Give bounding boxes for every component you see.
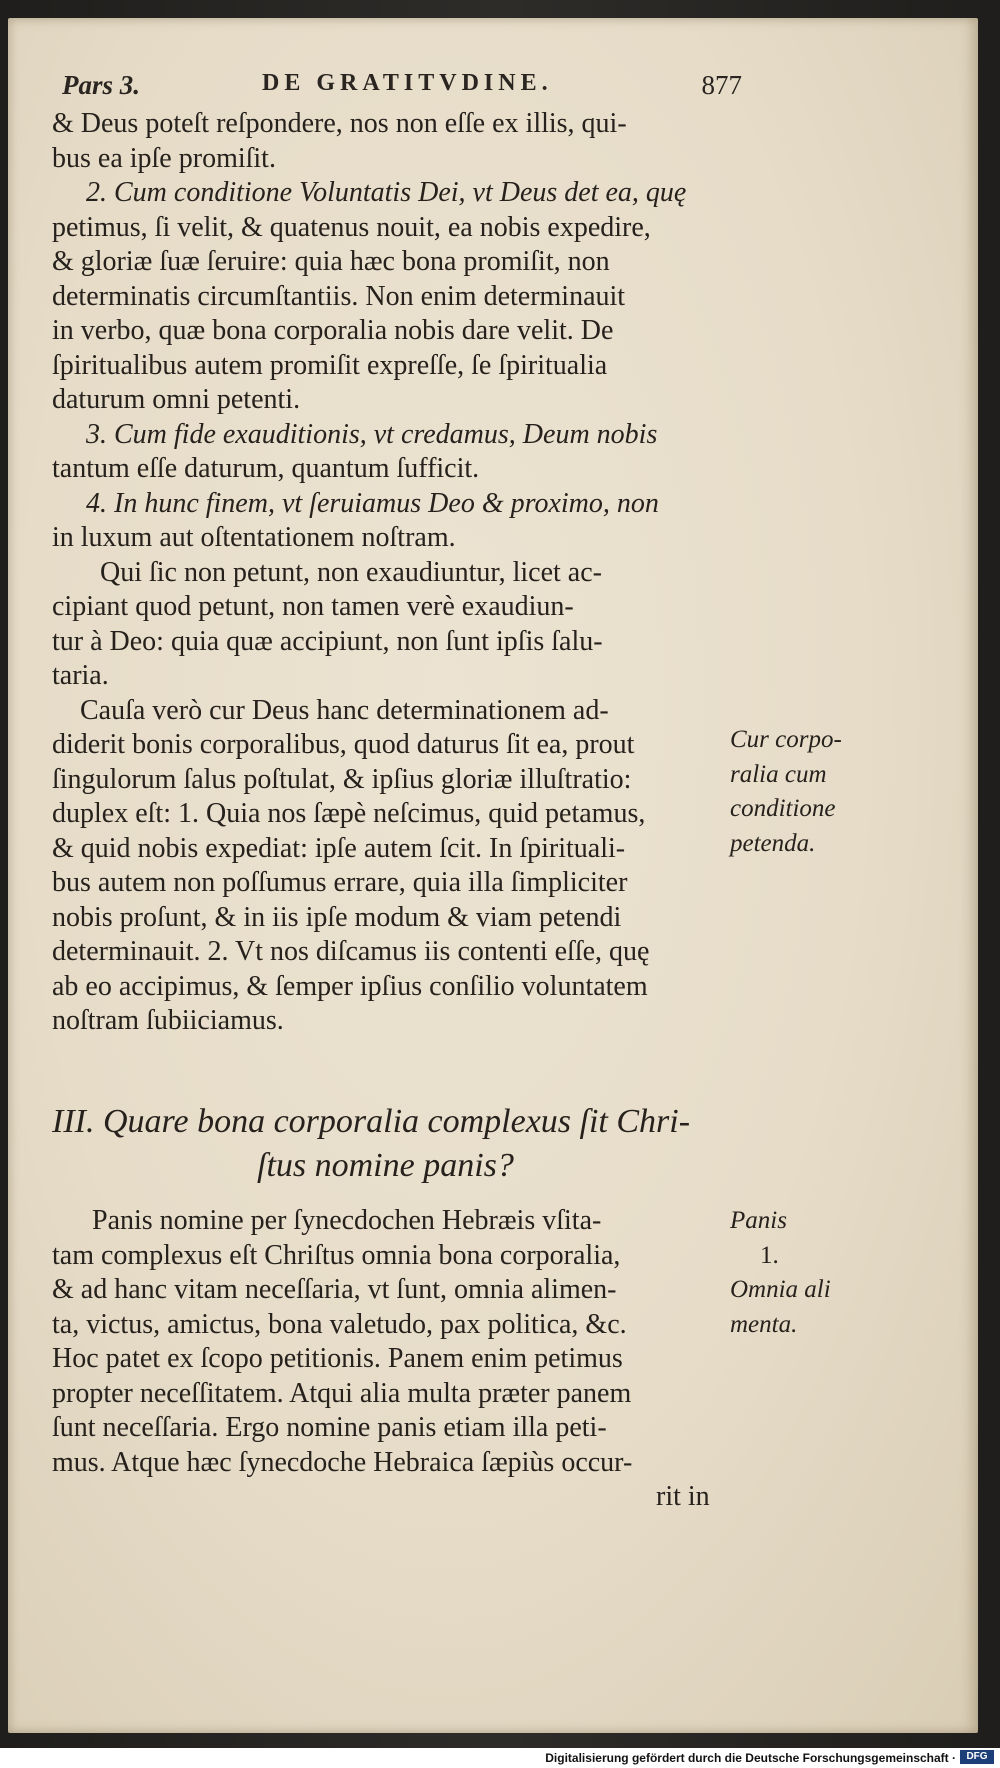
text-line: ſpiritualibus autem promiſit expreſſe, ſe ſpiritualia	[52, 349, 608, 381]
text-line: duplex eſt: 1. Quia nos ſæpè neſcimus, quid petamus,	[52, 798, 646, 829]
section-heading	[52, 1100, 732, 1188]
text-line: ta, victus, amictus, bona valetudo, pax politica, &c.	[52, 1308, 627, 1340]
text-line: determinauit. 2. Vt nos diſcamus iis contenti eſſe, quę	[52, 936, 650, 967]
text-line: ſunt neceſſaria. Ergo nomine panis etiam illa peti-	[52, 1412, 607, 1443]
margin-line: menta.	[730, 1310, 798, 1338]
text-line: ſingulorum ſalus poſtulat, & ipſius gloriæ illuſtratio:	[52, 763, 632, 795]
text-line: mus. Atque hæc ſynecdoche Hebraica ſæpiùs occur-	[52, 1446, 633, 1478]
text-line: determinatis circumſtantiis. Non enim determinauit	[52, 280, 626, 312]
margin-note-panis	[730, 1204, 970, 1342]
heading-line: III. Quare bona corporalia complexus ſit Chri-	[52, 1103, 691, 1140]
text-line: & Deus poteſt reſpondere, nos non eſſe ex illis, qui-	[52, 108, 627, 139]
text-line: bus ea ipſe promiſit.	[52, 142, 276, 174]
text-line: diderit bonis corporalibus, quod daturus ſit ea, prout	[52, 729, 635, 760]
margin-line: conditione	[730, 795, 836, 822]
text-line: & gloriæ ſuæ ſeruire: quia hæc bona promiſit, non	[52, 246, 610, 277]
text-line: in verbo, quæ bona corporalia nobis dare velit. De	[52, 315, 614, 346]
text-line: Hoc patet ex ſcopo petitionis. Panem enim petimus	[52, 1343, 623, 1374]
text-line: ab eo accipimus, & ſemper ipſius conſilio voluntatem	[52, 970, 648, 1002]
text-line: & ad hanc vitam neceſſaria, vt ſunt, omnia alimen-	[52, 1274, 617, 1305]
text-line: petimus, ſi velit, & quatenus nouit, ea nobis expedire,	[52, 211, 651, 243]
body-text-bottom	[52, 1204, 727, 1515]
text-line: 4. In hunc finem, vt ſeruiamus Deo & proximo, non	[86, 487, 659, 519]
text-line: tur à Deo: quia quæ accipiunt, non ſunt ipſis ſalu-	[52, 625, 603, 657]
page-number: 877	[701, 70, 742, 100]
catchword: rit in	[656, 1481, 710, 1512]
text-line: Cauſa verò cur Deus hanc determinationem ad-	[80, 694, 609, 726]
margin-line: Omnia ali	[730, 1276, 831, 1303]
text-line: 2. Cum conditione Voluntatis Dei, vt Deus det ea, quę	[86, 177, 687, 208]
margin-line: 1.	[760, 1241, 779, 1269]
dfg-logo: DFG	[960, 1750, 994, 1764]
text-line: tam complexus eſt Chriſtus omnia bona corporalia,	[52, 1239, 621, 1271]
text-line: noſtram ſubiiciamus.	[52, 1005, 284, 1036]
margin-line: petenda.	[730, 829, 816, 857]
text-line: & quid nobis expediat: ipſe autem ſcit. In ſpirituali-	[52, 832, 626, 864]
text-line: Qui ſic non petunt, non exaudiuntur, licet ac-	[100, 556, 602, 588]
header-title: DE GRATITVDINE.	[262, 70, 553, 96]
margin-line: Panis	[730, 1207, 787, 1234]
text-line: taria.	[52, 660, 109, 691]
margin-note-corporalia	[730, 723, 970, 861]
margin-line: Cur corpo-	[730, 726, 842, 753]
body-text-top	[52, 107, 727, 1039]
header-part: Pars 3.	[62, 70, 141, 100]
text-line: bus autem non poſſumus errare, quia illa ſimpliciter	[52, 867, 628, 898]
text-line: 3. Cum fide exauditionis, vt credamus, Deum nobis	[86, 418, 658, 450]
running-header	[62, 70, 742, 110]
text-line: nobis proſunt, & in iis ipſe modum & viam petendi	[52, 901, 622, 933]
text-line: in luxum aut oſtentationem noſtram.	[52, 522, 456, 553]
text-line: tantum eſſe daturum, quantum ſufficit.	[52, 453, 480, 484]
text-line: propter neceſſitatem. Atqui alia multa præter panem	[52, 1377, 632, 1409]
text-line: daturum omni petenti.	[52, 384, 301, 415]
text-line: Panis nomine per ſynecdochen Hebræis vſita-	[92, 1205, 602, 1236]
heading-line: ſtus nomine panis?	[257, 1147, 514, 1184]
text-line: cipiant quod petunt, non tamen verè exaudiun-	[52, 591, 574, 622]
margin-line: ralia cum	[730, 760, 827, 788]
funding-credit: Digitalisierung gefördert durch die Deutsche Forschungsgemeinschaft ·	[545, 1751, 956, 1765]
